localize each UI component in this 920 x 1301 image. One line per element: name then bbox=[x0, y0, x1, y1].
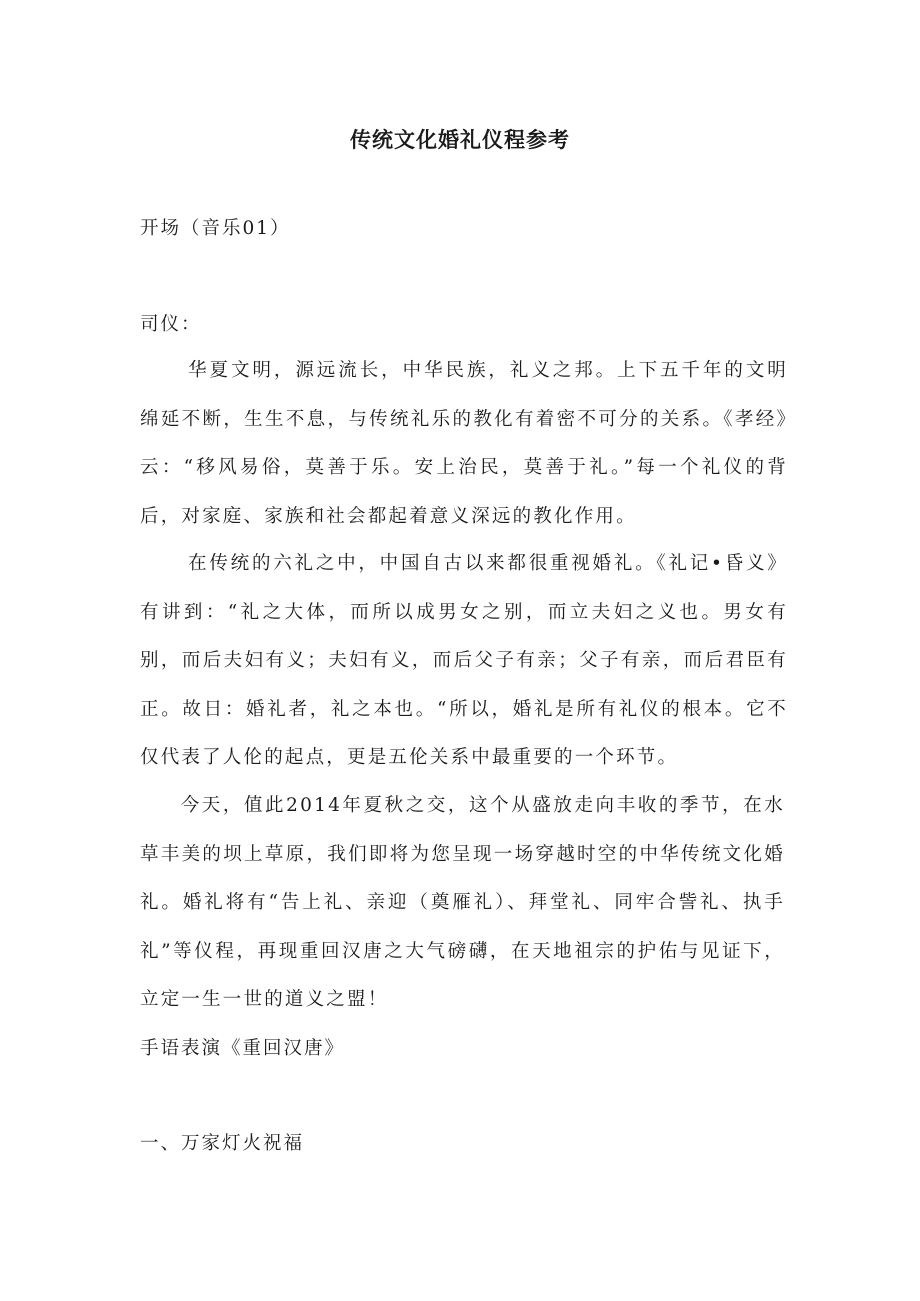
paragraph-2: 在传统的六礼之中，中国自古以来都很重视婚礼。《礼记•昏义》有讲到：“礼之大体，而所以成男女之别，而立夫妇之义也。男女有别，而后夫妇有义；夫妇有义，而后父子有亲；父子有亲，而后君臣有正。故日：婚礼者，礼之本也。“所以，婚礼是所有礼仪的根本。它不仅代表了人伦的起点，更是五伦关系中最重要的一个环节。 bbox=[140, 553, 788, 769]
opening-line: 开场（音乐01） bbox=[140, 218, 291, 239]
document-title: 传统文化婚礼仪程参考 bbox=[350, 128, 570, 152]
performance-line: 手语表演《重回汉唐》 bbox=[140, 1038, 346, 1059]
section-heading: 一、万家灯火祝福 bbox=[140, 1133, 305, 1154]
paragraph-1: 华夏文明，源远流长，中华民族，礼义之邦。上下五千年的文明绵延不断，生生不息，与传统礼乐的教化有着密不可分的关系。《孝经》云：“移风易俗，莫善于乐。安上治民，莫善于礼。”每一个礼仪的背后，对家庭、家族和社会都起着意义深远的教化作用。 bbox=[140, 360, 788, 527]
paragraph-3: 今天，值此2014年夏秋之交，这个从盛放走向丰收的季节，在水草丰美的坝上草原，我们即将为您呈现一场穿越时空的中华传统文化婚礼。婚礼将有“告上礼、亲迎（奠雁礼）、拜堂礼、同牢合訾礼、执手礼”等仪程，再现重回汉唐之大气磅礴，在天地祖宗的护佑与见证下，立定一生一世的道义之盟！ bbox=[140, 795, 785, 1011]
speaker-label: 司仪： bbox=[140, 314, 202, 335]
